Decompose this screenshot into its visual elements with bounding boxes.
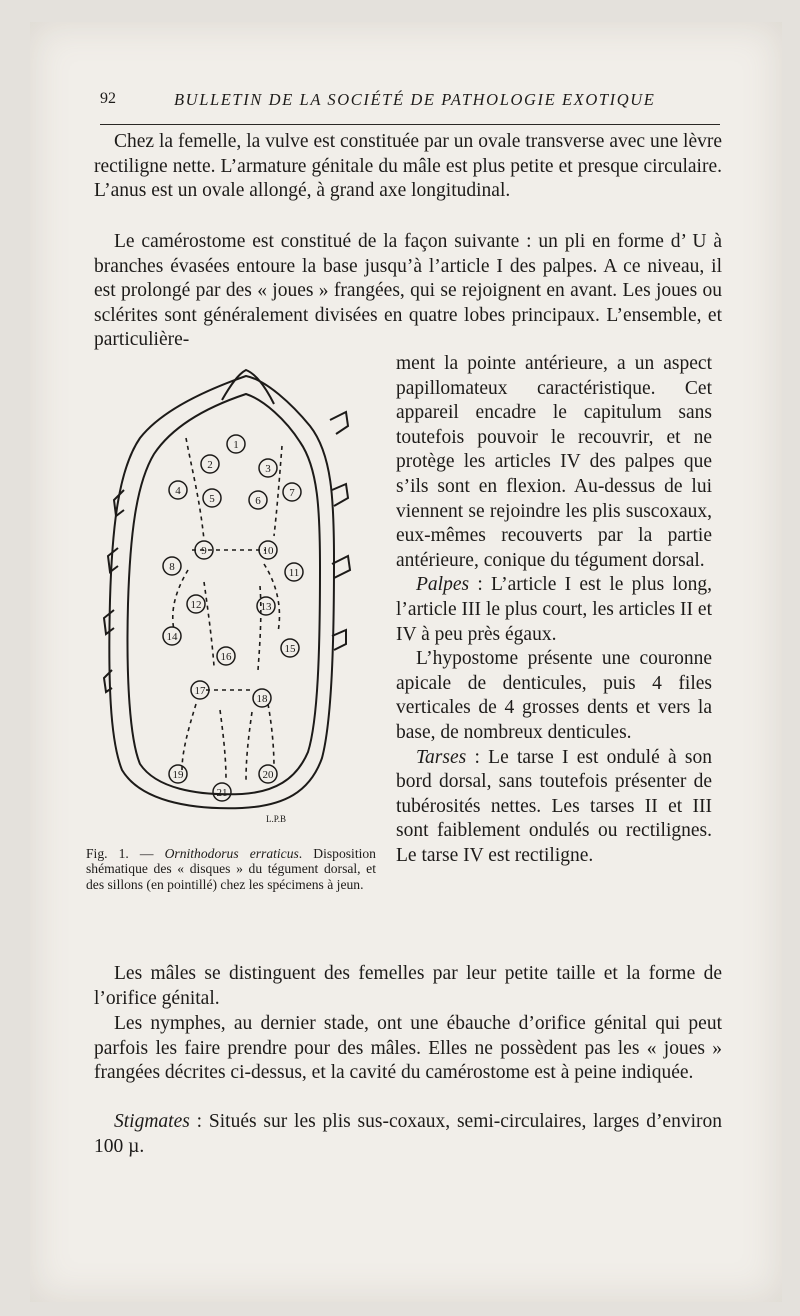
groove-10 xyxy=(268,704,274,768)
groove-4 xyxy=(173,570,188,630)
disc-label-20: 20 xyxy=(262,769,274,781)
paragraph-camerostome: Le camérostome est constitué de la façon suivante : un pli en forme d’ U à branches évasées entoure la base jusqu’à l’article I des palpes. A ce niveau, il est prolongé par des « joues » frangées, qui se rejoignent en avant. Les joues ou sclérites sont généralement divisées en quatre lobes principaux. L’ensemble, et particulière- xyxy=(94,231,722,351)
paragraph-camerostome-cont: ment la pointe antérieure, a un aspect papillomateux caractéristique. Cet appareil encadre le capitulum sans toutefois pouvoir le recouvrir, et ne protège les articles IV des palpes que s’ils sont en flexion. Au-dessus de lui viennent se rejoindre les plis suscoxaux, eux-mêmes recouverts par la partie antérieure, conique du tégument dorsal. xyxy=(396,353,712,571)
spine-left-1 xyxy=(114,490,124,516)
groove-9 xyxy=(182,704,196,770)
disc-label-18: 18 xyxy=(256,693,268,705)
disc-label-2: 2 xyxy=(207,459,213,471)
groove-1 xyxy=(186,438,204,540)
disc-label-5: 5 xyxy=(209,493,215,505)
disc-label-16: 16 xyxy=(220,651,232,663)
disc-label-3: 3 xyxy=(265,463,271,475)
disc-label-11: 11 xyxy=(288,567,300,579)
disc-label-12: 12 xyxy=(190,599,202,611)
paragraph-palpes: Palpes : L’article I est le plus long, l’article III le plus court, les articles II et IV à peu près égaux. xyxy=(396,574,712,645)
disc-label-8: 8 xyxy=(169,561,175,573)
disc-label-14: 14 xyxy=(166,631,178,643)
groove-11 xyxy=(220,710,226,780)
paragraph-males: Les mâles se distinguent des femelles par leur petite taille et la forme de l’orifice génital. xyxy=(94,963,722,1009)
page-number: 92 xyxy=(100,90,116,107)
disc-label-1: 1 xyxy=(233,439,239,451)
column-text xyxy=(396,352,712,868)
running-title: BULLETIN DE LA SOCIÉTÉ DE PATHOLOGIE EXOTIQUE xyxy=(174,90,656,109)
spine-left-2 xyxy=(108,548,118,572)
disc-label-7: 7 xyxy=(289,487,295,499)
disc-label-21: 21 xyxy=(216,787,228,799)
figure-caption: Fig. 1. — Ornithodorus erraticus. Disposition shématique des « disques » du tégument dorsal, et des sillons (en pointillé) chez les spécimens à jeun. xyxy=(86,846,376,892)
disc-label-4: 4 xyxy=(175,485,181,497)
paragraph-hypostome: L’hypostome présente une couronne apicale de denticules, puis 4 files verticales de 4 grosses dents et vers la base, de nombreux denticules. xyxy=(396,648,712,743)
header-rule xyxy=(100,124,720,125)
groove-2 xyxy=(274,446,282,536)
groove-6 xyxy=(204,582,214,666)
running-header xyxy=(100,88,720,118)
disc-label-10: 10 xyxy=(262,545,274,557)
disc-label-6: 6 xyxy=(255,495,261,507)
groove-12 xyxy=(246,712,252,780)
paragraph-stigmates: Stigmates : Situés sur les plis sus-coxaux, semi-circulaires, larges d’environ 100 µ. xyxy=(94,1111,722,1157)
spine-left-4 xyxy=(104,670,112,692)
groove-5 xyxy=(264,564,279,632)
spine-right-2 xyxy=(332,484,348,506)
disc-label-17: 17 xyxy=(194,685,206,697)
disc-label-13: 13 xyxy=(260,601,272,613)
disc-label-19: 19 xyxy=(172,769,184,781)
spine-right-1 xyxy=(330,412,348,434)
disc-label-9: 9 xyxy=(201,545,207,557)
figure-drawing xyxy=(96,360,388,838)
paragraph-tarses: Tarses : Le tarse I est ondulé à son bord dorsal, sans toutefois présenter de tubérosités nettes. Les tarses II et III sont faiblement ondulés ou rectilignes. Le tarse IV est rectiligne. xyxy=(396,746,712,866)
figure-ornithodorus xyxy=(96,360,388,838)
paragraph-nymphes: Les nymphes, au dernier stade, ont une ébauche d’orifice génital qui peut parfois les faire prendre pour des mâles. Elles ne possèdent pas les « joues » frangées décrites ci-dessus, et la cavité du camérostome est à peine indiquée. xyxy=(94,1013,722,1084)
figure-signature: L.P.B xyxy=(266,814,287,824)
disc-label-15: 15 xyxy=(284,643,296,655)
paragraph-female-vulva: Chez la femelle, la vulve est constituée par un ovale transverse avec une lèvre rectiligne nette. L’armature génitale du mâle est plus petite et presque circulaire. L’anus est un ovale allongé, à grand axe longitudinal. xyxy=(94,131,722,202)
